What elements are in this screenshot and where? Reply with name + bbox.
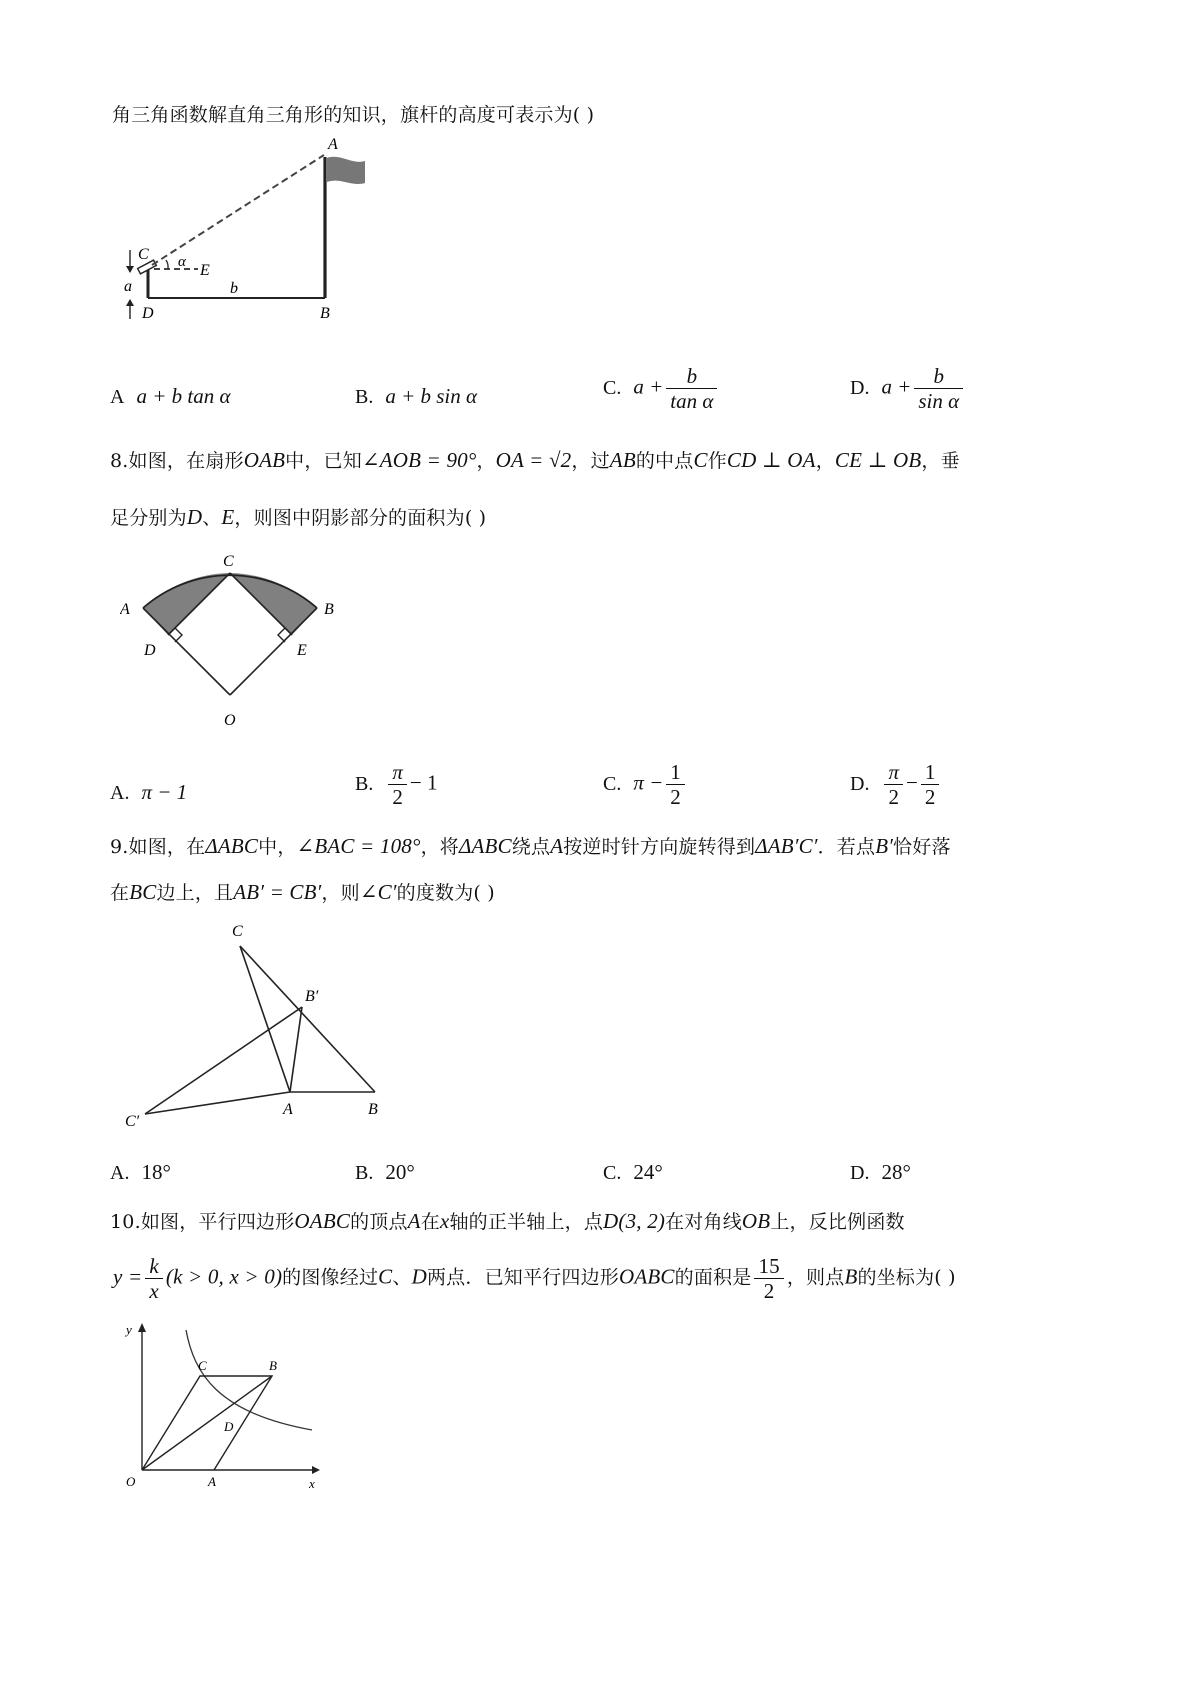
segment-C-prime-A [145, 1092, 290, 1114]
label-C: C [232, 923, 243, 940]
label-C: C [223, 553, 234, 570]
q7-option-d[interactable]: D. a + $\frac{b}{\text{sin α}}$ [850, 364, 966, 413]
q10-stem-line1: 10.如图，平行四边形OABC的顶点A在x轴的正半轴上，点D(3, 2)在对角线OB上，反比例函数 [110, 1209, 905, 1233]
q7-option-a[interactable]: A a + b tan α [110, 384, 231, 408]
q7-flagpole-figure [120, 135, 410, 355]
q9-rotation-figure [115, 918, 395, 1133]
label-b: b [230, 280, 238, 297]
q8-stem-line2: 足分别为D、E，则图中阴影部分的面积为( ) [110, 505, 487, 529]
q9-option-d[interactable]: D. 28° [850, 1160, 911, 1184]
label-B: B [320, 305, 330, 322]
label-B: B [368, 1101, 378, 1118]
label-O: O [126, 1474, 136, 1489]
label-B-prime: B′ [305, 988, 319, 1005]
q10-stem-line2: y = $\frac{k}{x}$ (k > 0, x > 0)的图像经过C、D两点．已知平行四边形OABC的面积是 $\frac{15}{2}$ ，则点B的坐标为( ) [113, 1254, 956, 1304]
x-axis-arrow-icon [312, 1466, 320, 1474]
diagonal-OB [142, 1376, 272, 1470]
label-B: B [324, 601, 334, 618]
q9-option-a[interactable]: A. 18° [110, 1160, 171, 1184]
q7-option-b[interactable]: B. a + b sin α [355, 384, 478, 408]
hyperbola-curve [186, 1330, 312, 1430]
q9-stem-line1: 9.如图，在ΔABC中，∠BAC = 108°，将ΔABC绕点A按逆时针方向旋转得到ΔAB′C′．若点B′恰好落 [110, 834, 951, 858]
label-E: E [200, 262, 210, 279]
label-C: C [138, 246, 149, 263]
q8-option-b[interactable]: B. $\frac{\pi}{2}$ − 1 [355, 760, 438, 810]
segment-AB-prime [290, 1007, 302, 1092]
label-D: D [144, 642, 156, 659]
label-C: C [198, 1358, 207, 1373]
label-A: A [208, 1474, 216, 1489]
q9-option-b[interactable]: B. 20° [355, 1160, 415, 1184]
right-angle-D [175, 628, 182, 642]
arrow-up-icon [126, 299, 134, 306]
label-alpha: α [178, 254, 186, 270]
label-E: E [297, 642, 307, 659]
q8-option-a[interactable]: A. π − 1 [110, 780, 188, 804]
label-y: y [126, 1322, 132, 1337]
arrow-down-icon [126, 266, 134, 273]
label-x: x [309, 1476, 315, 1491]
q9-stem-line2: 在BC边上，且AB′ = CB′，则∠C′的度数为( ) [110, 880, 495, 904]
label-C-prime: C′ [125, 1113, 140, 1130]
q8-stem-line1: 8.如图，在扇形OAB中，已知∠AOB = 90°，OA = √2，过AB的中点C作CD ⊥ OA，CE ⊥ OB，垂 [110, 448, 960, 472]
angle-arc [166, 260, 168, 269]
q8-option-d[interactable]: D. $\frac{\pi}{2}$ − $\frac{1}{2}$ [850, 760, 942, 809]
label-A: A [120, 601, 130, 618]
segment-CB [240, 946, 375, 1092]
q8-sector-figure [120, 548, 380, 748]
y-axis-arrow-icon [138, 1323, 146, 1332]
radius-OA [143, 608, 230, 695]
label-A: A [328, 136, 338, 153]
label-O: O [224, 712, 236, 729]
q7-stem: 角三角函数解直角三角形的知识，旗杆的高度可表示为( ) [112, 104, 595, 126]
q10-coordinate-figure [112, 1318, 322, 1498]
q9-option-c[interactable]: C. 24° [603, 1160, 663, 1184]
label-B: B [269, 1358, 277, 1373]
flag-icon [327, 157, 365, 184]
label-D: D [224, 1419, 234, 1434]
q7-option-c[interactable]: C. a + $\frac{b}{\text{tan α}}$ [603, 364, 720, 413]
segment-CA [240, 946, 290, 1092]
sight-line [152, 155, 324, 265]
label-a: a [124, 278, 132, 295]
label-D: D [142, 305, 154, 322]
q8-option-c[interactable]: C. π − $\frac{1}{2}$ [603, 760, 688, 809]
label-A: A [283, 1101, 293, 1118]
right-angle-E [278, 628, 285, 642]
